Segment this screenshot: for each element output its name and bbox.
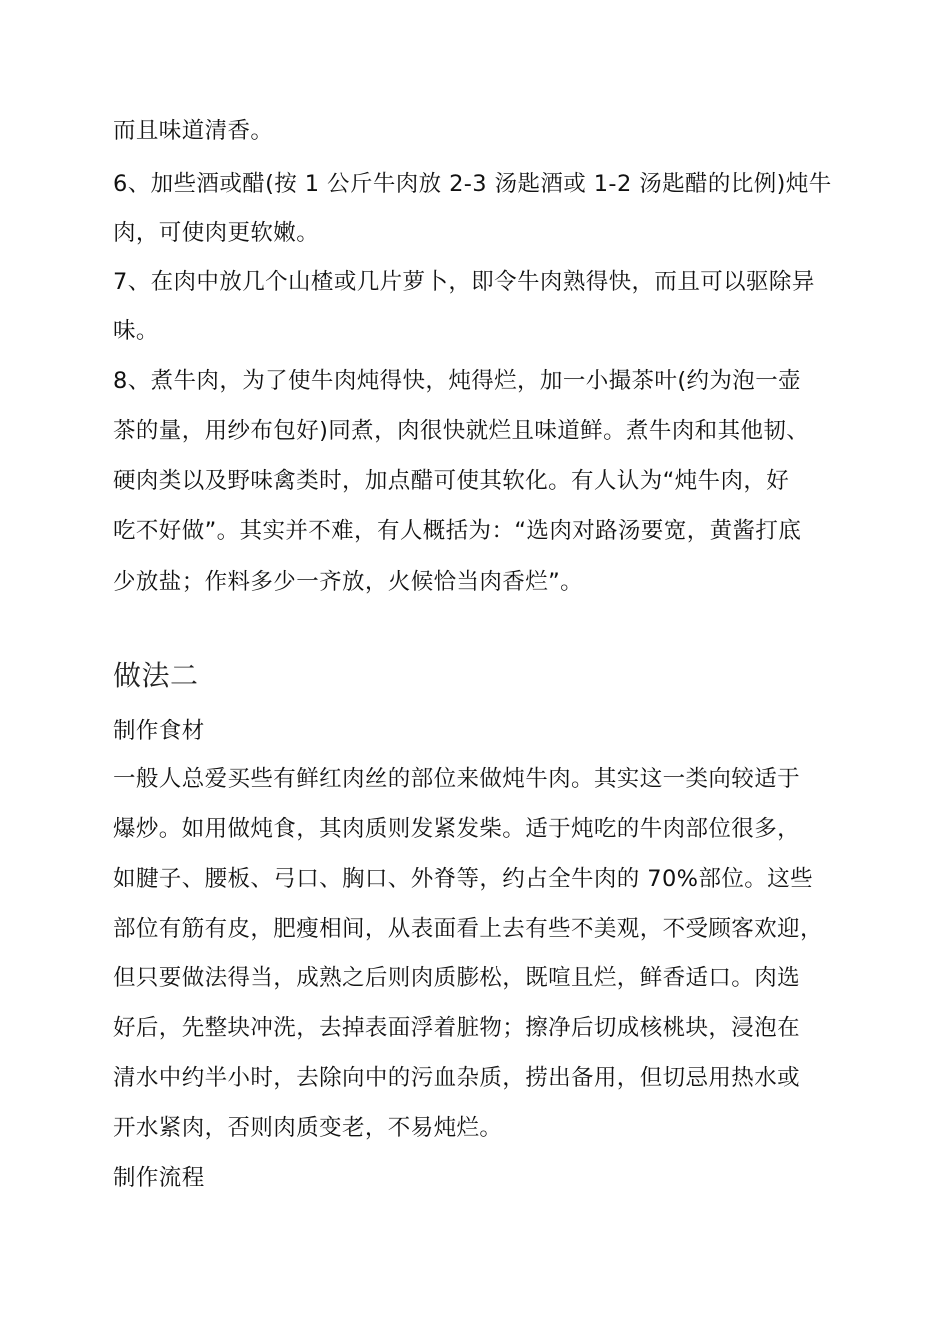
tip-8-line-2: 茶的量，用纱布包好)同煮，肉很快就烂且味道鲜。煮牛肉和其他韧、 [113, 418, 810, 444]
tip-6-line-1: 6、加些酒或醋(按 1 公斤牛肉放 2-3 汤匙酒或 1-2 汤匙醋的比例)炖牛 [113, 171, 832, 197]
paragraph-line: 而且味道清香。 [113, 118, 274, 144]
tip-8-line-3: 硬肉类以及野味禽类时，加点醋可使其软化。有人认为“炖牛肉，好 [113, 468, 790, 494]
section-heading-method-2: 做法二 [113, 659, 199, 692]
tip-7-line-1: 7、在肉中放几个山楂或几片萝卜，即令牛肉熟得快，而且可以驱除异 [113, 269, 815, 295]
ingredients-line-4: 部位有筋有皮，肥瘦相间，从表面看上去有些不美观，不受顾客欢迎， [113, 916, 823, 942]
ingredients-line-6: 好后，先整块冲洗，去掉表面浮着脏物；擦净后切成核桃块，浸泡在 [113, 1015, 801, 1041]
ingredients-line-8: 开水紧肉，否则肉质变老，不易炖烂。 [113, 1115, 503, 1141]
subheading-ingredients: 制作食材 [113, 718, 205, 744]
ingredients-line-5: 但只要做法得当，成熟之后则肉质膨松，既喧且烂，鲜香适口。肉选 [113, 965, 801, 991]
ingredients-line-1: 一般人总爱买些有鲜红肉丝的部位来做炖牛肉。其实这一类向较适于 [113, 766, 801, 792]
tip-8-line-5: 少放盐；作料多少一齐放，火候恰当肉香烂”。 [113, 569, 584, 595]
tip-8-line-1: 8、煮牛肉，为了使牛肉炖得快，炖得烂，加一小撮茶叶(约为泡一壶 [113, 368, 801, 394]
tip-8-line-4: 吃不好做”。其实并不难，有人概括为：“选肉对路汤要宽，黄酱打底 [113, 518, 802, 544]
tip-6-line-2: 肉，可使肉更软嫩。 [113, 220, 320, 246]
tip-7-line-2: 味。 [113, 318, 159, 344]
ingredients-line-3: 如腱子、腰板、弓口、胸口、外脊等，约占全牛肉的 70%部位。这些 [113, 866, 813, 892]
ingredients-line-7: 清水中约半小时，去除向中的污血杂质，捞出备用，但切忌用热水或 [113, 1065, 801, 1091]
ingredients-line-2: 爆炒。如用做炖食，其肉质则发紧发柴。适于炖吃的牛肉部位很多， [113, 816, 801, 842]
subheading-process: 制作流程 [113, 1165, 205, 1191]
